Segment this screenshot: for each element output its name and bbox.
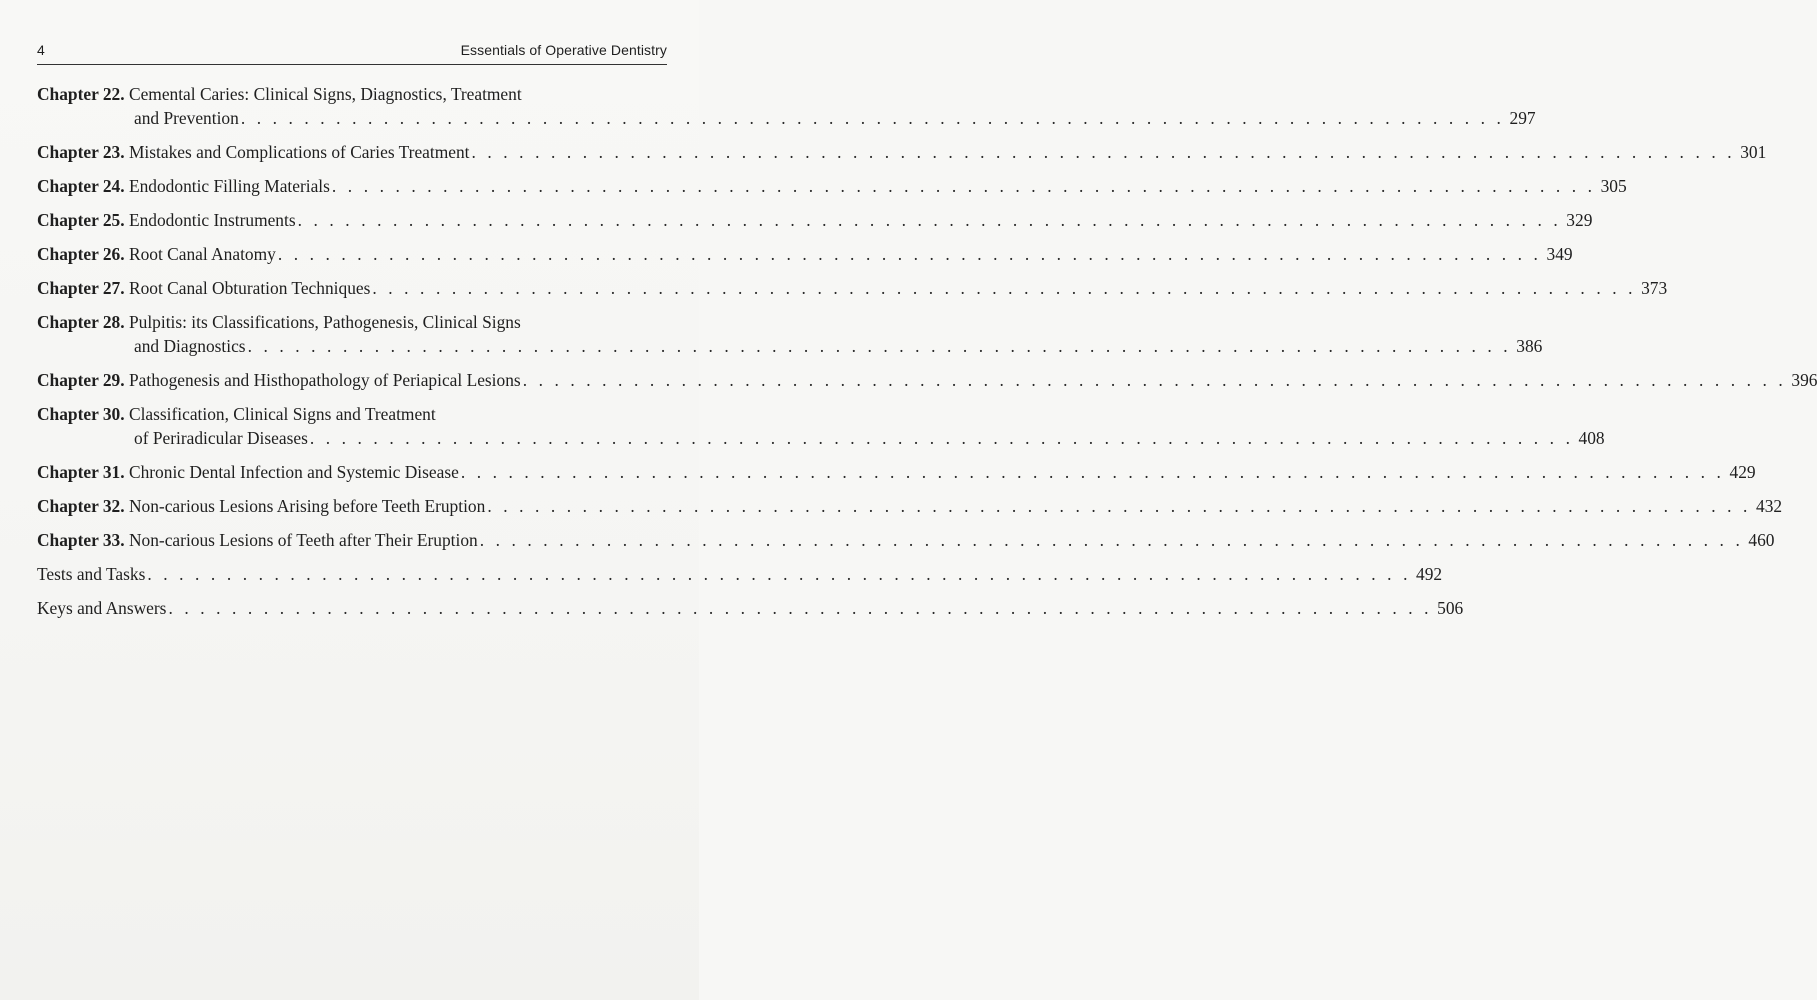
dot-leader: . . . . . . . . . . . . . . . . . . . . . . . . . . . . . . . . . . . . . . . . . . . . . . . . . . . . . . . . . . . . . . . . . . . . . . . . . . . . . . . . (247, 336, 1512, 356)
chapter-number: Chapter 29. (37, 370, 125, 390)
chapter-number: Chapter 23. (37, 142, 125, 162)
toc-entry (37, 276, 1668, 300)
page-ref: 386 (1516, 336, 1543, 356)
chapter-title: Classification, Clinical Signs and Treatment (128, 404, 436, 424)
chapter-title: Pulpitis: its Classifications, Pathogenesis, Clinical Signs (128, 312, 521, 332)
dot-leader: . . . . . . . . . . . . . . . . . . . . . . . . . . . . . . . . . . . . . . . . . . . . . . . . . . . . . . . . . . . . . . . . . . . . . . . . . . . . . . . . (372, 278, 1637, 298)
page-number: 4 (37, 42, 45, 58)
chapter-number: Chapter 22. (37, 84, 125, 104)
chapter-number: Chapter 24. (37, 176, 125, 196)
chapter-title: Endodontic Instruments (128, 210, 296, 230)
toc-entry (37, 368, 1817, 392)
chapter-number: Chapter 32. (37, 496, 125, 516)
chapter-title: Mistakes and Complications of Caries Treatment (128, 142, 470, 162)
toc-entry (37, 242, 1573, 266)
running-header (37, 40, 667, 65)
chapter-title: Endodontic Filling Materials (128, 176, 330, 196)
chapter-number: Chapter 26. (37, 244, 125, 264)
dot-leader: . . . . . . . . . . . . . . . . . . . . . . . . . . . . . . . . . . . . . . . . . . . . . . . . . . . . . . . . . . . . . . . . . . . . . . . . . . . . . . . . (277, 244, 1542, 264)
page-ref: 492 (1416, 564, 1443, 584)
chapter-title-continued: of Periradicular Diseases (134, 428, 308, 448)
chapter-title: Tests and Tasks (37, 564, 146, 584)
chapter-title: Pathogenesis and Histhopathology of Periapical Lesions (128, 370, 521, 390)
chapter-title: Keys and Answers (37, 598, 167, 618)
page-ref: 329 (1566, 210, 1593, 230)
chapter-number: Chapter 28. (37, 312, 125, 332)
chapter-title: Cemental Caries: Clinical Signs, Diagnostics, Treatment (128, 84, 522, 104)
toc-entry (37, 402, 1605, 450)
page-ref: 429 (1729, 462, 1756, 482)
dot-leader: . . . . . . . . . . . . . . . . . . . . . . . . . . . . . . . . . . . . . . . . . . . . . . . . . . . . . . . . . . . . . . . . . . . . . . . . . . . . . . . . (147, 564, 1412, 584)
page-ref: 396 (1791, 370, 1817, 390)
chapter-title: Root Canal Obturation Techniques (128, 278, 371, 298)
chapter-number: Chapter 30. (37, 404, 125, 424)
page-ref: 460 (1748, 530, 1775, 550)
book-title: Essentials of Operative Dentistry (460, 42, 667, 58)
dot-leader: . . . . . . . . . . . . . . . . . . . . . . . . . . . . . . . . . . . . . . . . . . . . . . . . . . . . . . . . . . . . . . . . . . . . . . . . . . . . . . . . (479, 530, 1744, 550)
dot-leader: . . . . . . . . . . . . . . . . . . . . . . . . . . . . . . . . . . . . . . . . . . . . . . . . . . . . . . . . . . . . . . . . . . . . . . . . . . . . . . . . (168, 598, 1433, 618)
chapter-title-continued: and Diagnostics (134, 336, 246, 356)
page-ref: 349 (1546, 244, 1573, 264)
page-ref: 506 (1437, 598, 1464, 618)
chapter-title: Chronic Dental Infection and Systemic Disease (128, 462, 459, 482)
dot-leader: . . . . . . . . . . . . . . . . . . . . . . . . . . . . . . . . . . . . . . . . . . . . . . . . . . . . . . . . . . . . . . . . . . . . . . . . . . . . . . . . (331, 176, 1596, 196)
page-ref: 432 (1756, 496, 1783, 516)
page-ref: 297 (1509, 108, 1536, 128)
chapter-number: Chapter 33. (37, 530, 125, 550)
toc-entry (37, 494, 1783, 518)
dot-leader: . . . . . . . . . . . . . . . . . . . . . . . . . . . . . . . . . . . . . . . . . . . . . . . . . . . . . . . . . . . . . . . . . . . . . . . . . . . . . . . . (471, 142, 1736, 162)
table-of-contents (37, 82, 1817, 630)
toc-entry (37, 460, 1756, 484)
chapter-title-continued: and Prevention (134, 108, 239, 128)
page-ref: 408 (1578, 428, 1605, 448)
toc-entry (37, 562, 1443, 586)
chapter-number: Chapter 31. (37, 462, 125, 482)
toc-entry (37, 140, 1767, 164)
toc-entry (37, 310, 1543, 358)
page-ref: 373 (1641, 278, 1668, 298)
dot-leader: . . . . . . . . . . . . . . . . . . . . . . . . . . . . . . . . . . . . . . . . . . . . . . . . . . . . . . . . . . . . . . . . . . . . . . . . . . . . . . . . (240, 108, 1505, 128)
chapter-title: Non-carious Lesions of Teeth after Their Eruption (128, 530, 478, 550)
dot-leader: . . . . . . . . . . . . . . . . . . . . . . . . . . . . . . . . . . . . . . . . . . . . . . . . . . . . . . . . . . . . . . . . . . . . . . . . . . . . . . . . (522, 370, 1787, 390)
dot-leader: . . . . . . . . . . . . . . . . . . . . . . . . . . . . . . . . . . . . . . . . . . . . . . . . . . . . . . . . . . . . . . . . . . . . . . . . . . . . . . . . (297, 210, 1562, 230)
page-ref: 301 (1740, 142, 1767, 162)
chapter-number: Chapter 25. (37, 210, 125, 230)
toc-entry (37, 596, 1464, 620)
toc-entry (37, 528, 1775, 552)
toc-entry (37, 208, 1593, 232)
page-ref: 305 (1600, 176, 1627, 196)
chapter-title: Non-carious Lesions Arising before Teeth Eruption (128, 496, 486, 516)
chapter-number: Chapter 27. (37, 278, 125, 298)
chapter-title: Root Canal Anatomy (128, 244, 276, 264)
dot-leader: . . . . . . . . . . . . . . . . . . . . . . . . . . . . . . . . . . . . . . . . . . . . . . . . . . . . . . . . . . . . . . . . . . . . . . . . . . . . . . . . (309, 428, 1574, 448)
dot-leader: . . . . . . . . . . . . . . . . . . . . . . . . . . . . . . . . . . . . . . . . . . . . . . . . . . . . . . . . . . . . . . . . . . . . . . . . . . . . . . . . (487, 496, 1751, 516)
dot-leader: . . . . . . . . . . . . . . . . . . . . . . . . . . . . . . . . . . . . . . . . . . . . . . . . . . . . . . . . . . . . . . . . . . . . . . . . . . . . . . . . (460, 462, 1725, 482)
toc-entry (37, 82, 1536, 130)
toc-entry (37, 174, 1627, 198)
